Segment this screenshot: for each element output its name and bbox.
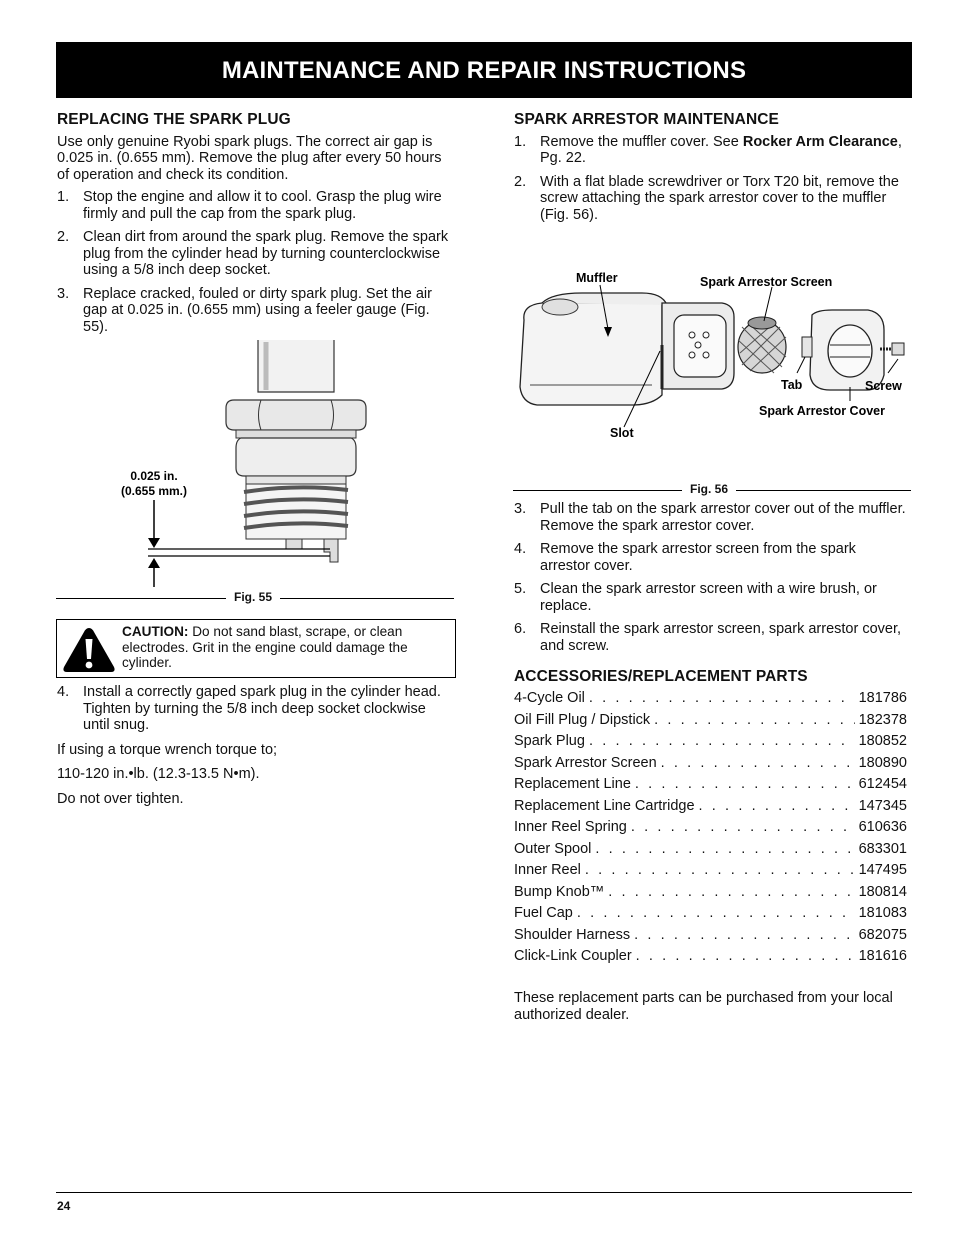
part-name: Click-Link Coupler — [514, 948, 632, 964]
part-name: Spark Plug — [514, 733, 585, 749]
parts-row — [514, 752, 907, 774]
page-number: 24 — [57, 1199, 71, 1213]
parts-row — [514, 924, 907, 946]
arrestor-steps-section — [514, 501, 909, 661]
arrestor-steps-bottom — [514, 501, 909, 654]
arrestor-step — [514, 501, 909, 534]
parts-heading: ACCESSORIES/REPLACEMENT PARTS — [514, 668, 808, 685]
part-number: 682075 — [858, 926, 907, 943]
dot-leader — [585, 862, 855, 879]
muffler-illustration — [512, 265, 912, 445]
parts-note: These replacement parts can be purchased from your local authorized dealer. — [514, 990, 893, 1023]
part-number: 610636 — [858, 819, 907, 835]
dot-leader — [589, 733, 855, 750]
dot-leader — [635, 776, 855, 793]
dot-leader — [595, 841, 854, 858]
label-screen: Spark Arrestor Screen — [700, 275, 833, 289]
part-name: Inner Reel — [514, 862, 581, 878]
parts-row — [514, 731, 907, 753]
step-text: Install a correctly gaped spark plug in the cylinder head. Tighten by turning the 5/8 inch deep socket clockwise until snug. — [83, 684, 441, 733]
footer-rule — [56, 1192, 912, 1193]
arrestor-section — [514, 112, 909, 230]
step-text: Clean dirt from around the spark plug. Remove the spark plug from the cylinder head by turning counterclockwise using a 5/8 inch deep socket. — [83, 229, 449, 278]
part-number: 181786 — [858, 690, 907, 706]
page-title: MAINTENANCE AND REPAIR INSTRUCTIONS — [56, 42, 912, 98]
part-number: 612454 — [858, 776, 907, 792]
step-number: 2. — [514, 173, 527, 190]
caution-text — [122, 624, 447, 671]
step-text: Pull the tab on the spark arrestor cover out of the muffler. Remove the spark arrestor cover. — [540, 501, 906, 534]
spark-plug-steps — [57, 189, 449, 335]
part-number: 182378 — [858, 711, 907, 728]
spark-plug-step-4 — [57, 684, 449, 734]
parts-row — [514, 774, 907, 796]
parts-row — [514, 860, 907, 882]
label-slot: Slot — [610, 426, 634, 440]
fig55-caption: Fig. 55 — [226, 590, 280, 604]
warning-icon — [61, 626, 117, 674]
step-text: Remove the muffler cover. See — [540, 133, 743, 150]
step-text: Clean the spark arrestor screen with a wire brush, or replace. — [540, 581, 877, 614]
arrestor-steps-top — [514, 134, 909, 224]
part-name: Fuel Cap — [514, 905, 573, 921]
arrestor-step — [514, 581, 909, 614]
arrestor-step-2 — [514, 174, 909, 224]
step-reference: Rocker Arm Clearance — [742, 133, 898, 150]
gap-label-mm: (0.655 mm.) — [120, 484, 188, 498]
parts-row — [514, 709, 907, 731]
spark-plug-heading: REPLACING THE SPARK PLUG — [57, 111, 291, 128]
fig56-caption: Fig. 56 — [682, 482, 736, 496]
spark-plug-step4-list — [57, 684, 449, 734]
step-text: Stop the engine and allow it to cool. Grasp the plug wire firmly and pull the cap from the spark plug. — [83, 189, 442, 222]
spark-plug-step — [57, 189, 449, 222]
part-number: 181616 — [858, 948, 907, 964]
step-text-tail: , Pg. 22. — [540, 133, 902, 166]
dot-leader — [634, 927, 855, 944]
part-name: 4-Cycle Oil — [514, 690, 585, 706]
parts-row — [514, 795, 907, 817]
part-number: 147345 — [858, 797, 907, 814]
step-number: 3. — [57, 285, 70, 302]
parts-row — [514, 881, 907, 903]
step-text: Replace cracked, fouled or dirty spark plug. Set the air gap at 0.025 in. (0.655 mm) using a feeler gauge (Fig. 55). — [83, 285, 432, 335]
caution-body: Do not sand blast, scrape, or clean electrodes. Grit in the engine could damage the cylinder. — [122, 624, 408, 670]
step-number: 1. — [514, 133, 527, 150]
label-muffler: Muffler — [576, 271, 618, 285]
step-text: Reinstall the spark arrestor screen, spark arrestor cover, and screw. — [540, 621, 902, 654]
dot-leader — [661, 755, 855, 772]
parts-section — [514, 669, 907, 1029]
spark-plug-install — [57, 684, 449, 813]
parts-list — [514, 688, 907, 968]
spark-plug-step — [57, 229, 449, 279]
part-number: 683301 — [858, 840, 907, 857]
parts-row — [514, 838, 907, 860]
part-number: 180852 — [858, 733, 907, 749]
torque-line-2: 110-120 in.•lb. (12.3-13.5 N•m). — [57, 766, 260, 782]
spark-plug-intro: Use only genuine Ryobi spark plugs. The correct air gap is 0.025 in. (0.655 mm). Remove the plug after every 50 hours of operation and check its condition. — [57, 133, 442, 183]
dot-leader — [636, 948, 855, 965]
caution-label: CAUTION: — [122, 624, 189, 639]
step-number: 5. — [514, 581, 527, 597]
step-number: 3. — [514, 501, 527, 517]
spark-plug-step — [57, 286, 449, 336]
caution-box — [56, 619, 456, 678]
step-text: With a flat blade screwdriver or Torx T20 bit, remove the screw attaching the spark arrestor cover to the muffler (Fig. 56). — [540, 173, 899, 223]
part-name: Replacement Line — [514, 776, 631, 792]
part-name: Replacement Line Cartridge — [514, 797, 695, 814]
parts-row — [514, 817, 907, 839]
arrestor-heading: SPARK ARRESTOR MAINTENANCE — [514, 111, 779, 128]
parts-row — [514, 903, 907, 925]
part-number: 180890 — [858, 754, 907, 771]
part-name: Inner Reel Spring — [514, 819, 627, 835]
part-name: Spark Arrestor Screen — [514, 754, 657, 771]
spark-plug-section — [57, 112, 449, 342]
spark-plug-illustration — [56, 340, 456, 590]
part-number: 147495 — [858, 862, 907, 878]
torque-line-1: If using a torque wrench torque to; — [57, 741, 278, 758]
step-number: 4. — [514, 541, 527, 557]
part-number: 181083 — [858, 905, 907, 921]
step-text: Remove the spark arrestor screen from the spark arrestor cover. — [540, 541, 856, 574]
dot-leader — [699, 798, 855, 815]
label-tab: Tab — [781, 378, 803, 392]
dot-leader — [577, 905, 855, 922]
label-screw: Screw — [865, 379, 902, 393]
gap-label-in: 0.025 in. — [130, 469, 178, 483]
step-number: 6. — [514, 621, 527, 637]
dot-leader — [608, 884, 854, 901]
part-name: Oil Fill Plug / Dipstick — [514, 711, 651, 728]
dot-leader — [654, 712, 854, 729]
step-number: 4. — [57, 684, 70, 700]
parts-row — [514, 946, 907, 968]
dot-leader — [589, 690, 855, 707]
torque-line-3: Do not over tighten. — [57, 790, 184, 807]
dot-leader — [631, 819, 855, 836]
part-name: Outer Spool — [514, 840, 592, 857]
step-number: 2. — [57, 229, 70, 245]
parts-row — [514, 688, 907, 710]
arrestor-step — [514, 541, 909, 574]
part-number: 180814 — [858, 883, 907, 900]
arrestor-step-1 — [514, 134, 909, 167]
part-name: Shoulder Harness — [514, 926, 631, 943]
part-name: Bump Knob™ — [514, 883, 605, 900]
step-number: 1. — [57, 189, 70, 205]
arrestor-step — [514, 621, 909, 654]
label-cover: Spark Arrestor Cover — [759, 404, 885, 418]
